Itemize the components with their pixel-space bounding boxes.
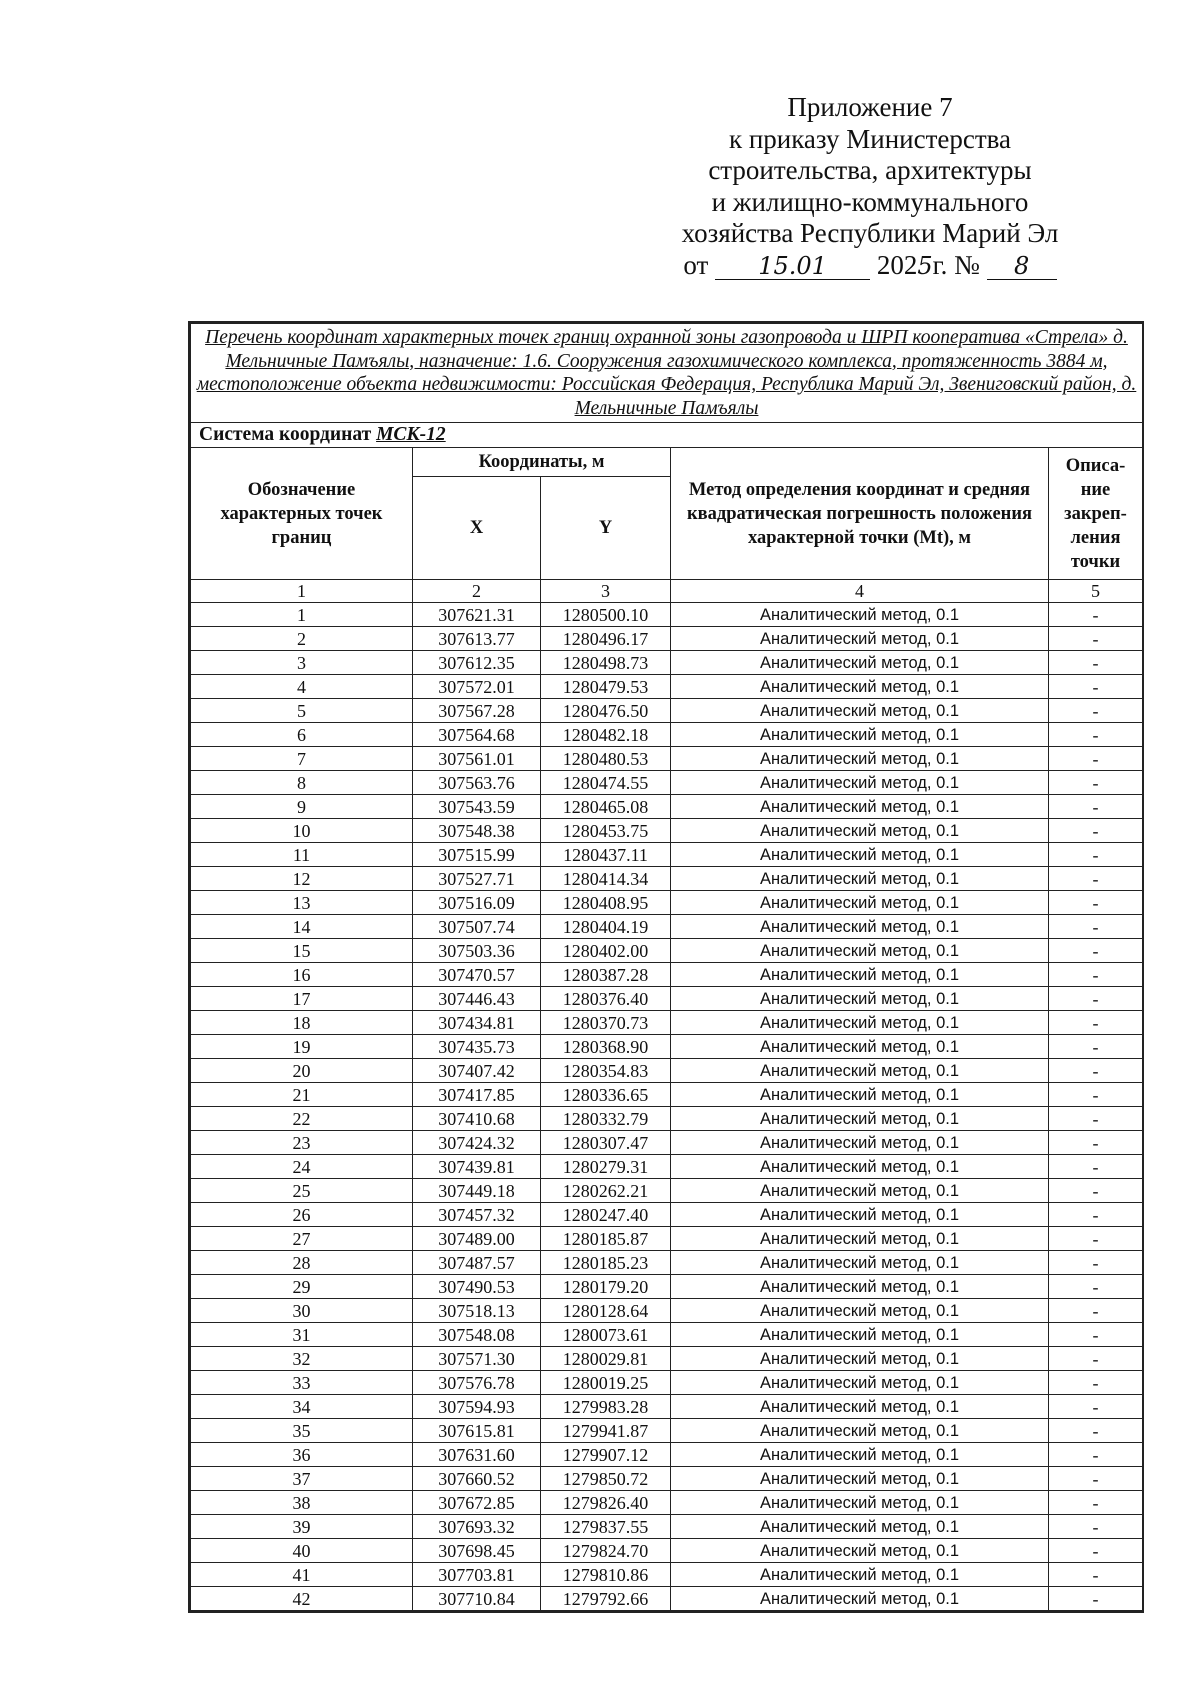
coordinates-table-frame: [188, 321, 1144, 1613]
table-row: [191, 1059, 1143, 1083]
y-coordinate: 1279983.28: [541, 1395, 671, 1419]
point-number: 32: [191, 1347, 413, 1371]
coordinate-system-value: МСК-12: [376, 424, 446, 445]
y-coordinate: 1280500.10: [541, 603, 671, 627]
description: -: [1049, 1059, 1143, 1083]
y-coordinate: 1280376.40: [541, 987, 671, 1011]
table-row: [191, 1515, 1143, 1539]
y-coordinate: 1280474.55: [541, 771, 671, 795]
point-number: 3: [191, 651, 413, 675]
x-coordinate: 307515.99: [413, 843, 541, 867]
table-row: [191, 603, 1143, 627]
description: -: [1049, 1419, 1143, 1443]
table-row: [191, 1251, 1143, 1275]
method: Аналитический метод, 0.1: [671, 1563, 1049, 1587]
point-number: 11: [191, 843, 413, 867]
table-row: [191, 819, 1143, 843]
coordinate-system-label: Система координат: [199, 424, 372, 445]
appendix-line: строительства, архитектуры: [708, 155, 1032, 185]
date-prefix: от: [683, 249, 709, 280]
table-row: [191, 1299, 1143, 1323]
point-number: 37: [191, 1467, 413, 1491]
description: -: [1049, 987, 1143, 1011]
method: Аналитический метод, 0.1: [671, 675, 1049, 699]
year-prefix: 202: [876, 249, 918, 280]
description: -: [1049, 1587, 1143, 1611]
point-number: 8: [191, 771, 413, 795]
table-row: [191, 1275, 1143, 1299]
y-coordinate: 1280404.19: [541, 915, 671, 939]
handwritten-date: 15.01: [715, 253, 870, 280]
table-row: [191, 699, 1143, 723]
point-number: 41: [191, 1563, 413, 1587]
description: -: [1049, 1251, 1143, 1275]
y-coordinate: 1280185.87: [541, 1227, 671, 1251]
method: Аналитический метод, 0.1: [671, 891, 1049, 915]
table-row: [191, 1203, 1143, 1227]
y-coordinate: 1279907.12: [541, 1443, 671, 1467]
method: Аналитический метод, 0.1: [671, 1443, 1049, 1467]
y-coordinate: 1280247.40: [541, 1203, 671, 1227]
point-number: 40: [191, 1539, 413, 1563]
y-coordinate: 1280408.95: [541, 891, 671, 915]
x-coordinate: 307434.81: [413, 1011, 541, 1035]
x-coordinate: 307561.01: [413, 747, 541, 771]
description: -: [1049, 627, 1143, 651]
method: Аналитический метод, 0.1: [671, 867, 1049, 891]
y-coordinate: 1279810.86: [541, 1563, 671, 1587]
method: Аналитический метод, 0.1: [671, 1539, 1049, 1563]
y-coordinate: 1279826.40: [541, 1491, 671, 1515]
description: -: [1049, 1275, 1143, 1299]
description: -: [1049, 1083, 1143, 1107]
table-row: [191, 771, 1143, 795]
table-row: [191, 1443, 1143, 1467]
y-coordinate: 1279941.87: [541, 1419, 671, 1443]
method: Аналитический метод, 0.1: [671, 723, 1049, 747]
description: -: [1049, 699, 1143, 723]
x-coordinate: 307571.30: [413, 1347, 541, 1371]
table-row: [191, 939, 1143, 963]
column-number: 2: [413, 580, 541, 603]
x-coordinate: 307490.53: [413, 1275, 541, 1299]
y-coordinate: 1280414.34: [541, 867, 671, 891]
x-coordinate: 307572.01: [413, 675, 541, 699]
y-coordinate: 1280128.64: [541, 1299, 671, 1323]
description: -: [1049, 891, 1143, 915]
table-row: [191, 1227, 1143, 1251]
table-body: [191, 603, 1143, 1611]
x-coordinate: 307407.42: [413, 1059, 541, 1083]
point-number: 25: [191, 1179, 413, 1203]
x-coordinate: 307449.18: [413, 1179, 541, 1203]
method: Аналитический метод, 0.1: [671, 1179, 1049, 1203]
point-number: 35: [191, 1419, 413, 1443]
point-number: 26: [191, 1203, 413, 1227]
method: Аналитический метод, 0.1: [671, 1011, 1049, 1035]
table-row: [191, 1035, 1143, 1059]
x-coordinate: 307417.85: [413, 1083, 541, 1107]
table-row: [191, 1539, 1143, 1563]
description: -: [1049, 771, 1143, 795]
y-coordinate: 1279837.55: [541, 1515, 671, 1539]
description: -: [1049, 843, 1143, 867]
table-row: [191, 1587, 1143, 1611]
x-coordinate: 307698.45: [413, 1539, 541, 1563]
method: Аналитический метод, 0.1: [671, 915, 1049, 939]
description: -: [1049, 939, 1143, 963]
description: -: [1049, 1227, 1143, 1251]
table-row: [191, 1395, 1143, 1419]
x-coordinate: 307710.84: [413, 1587, 541, 1611]
method: Аналитический метод, 0.1: [671, 1155, 1049, 1179]
point-number: 21: [191, 1083, 413, 1107]
y-coordinate: 1280185.23: [541, 1251, 671, 1275]
point-number: 23: [191, 1131, 413, 1155]
method: Аналитический метод, 0.1: [671, 1251, 1049, 1275]
x-coordinate: 307424.32: [413, 1131, 541, 1155]
handwritten-order-number: 8: [987, 253, 1057, 280]
table-row: [191, 1011, 1143, 1035]
x-coordinate: 307693.32: [413, 1515, 541, 1539]
x-coordinate: 307612.35: [413, 651, 541, 675]
method: Аналитический метод, 0.1: [671, 963, 1049, 987]
x-coordinate: 307527.71: [413, 867, 541, 891]
table-row: [191, 1323, 1143, 1347]
x-coordinate: 307703.81: [413, 1563, 541, 1587]
y-coordinate: 1280496.17: [541, 627, 671, 651]
point-number: 27: [191, 1227, 413, 1251]
y-coordinate: 1280262.21: [541, 1179, 671, 1203]
description: -: [1049, 1179, 1143, 1203]
header-method: Метод определения координат и средняя квадратическая погрешность положения характерной точки (Mt), м: [671, 448, 1049, 580]
description: -: [1049, 1299, 1143, 1323]
table-row: [191, 675, 1143, 699]
number-prefix: г. №: [932, 249, 980, 280]
x-coordinate: 307567.28: [413, 699, 541, 723]
description: -: [1049, 1155, 1143, 1179]
table-row: [191, 1371, 1143, 1395]
method: Аналитический метод, 0.1: [671, 1587, 1049, 1611]
table-row: [191, 1107, 1143, 1131]
method: Аналитический метод, 0.1: [671, 1059, 1049, 1083]
x-coordinate: 307613.77: [413, 627, 541, 651]
order-date-line: [600, 250, 1140, 283]
point-number: 14: [191, 915, 413, 939]
appendix-header: [600, 92, 1140, 282]
x-coordinate: 307410.68: [413, 1107, 541, 1131]
description: -: [1049, 867, 1143, 891]
method: Аналитический метод, 0.1: [671, 1347, 1049, 1371]
table-row: [191, 747, 1143, 771]
table-row: [191, 1467, 1143, 1491]
method: Аналитический метод, 0.1: [671, 1371, 1049, 1395]
y-coordinate: 1280479.53: [541, 675, 671, 699]
point-number: 29: [191, 1275, 413, 1299]
description: -: [1049, 1563, 1143, 1587]
table-row: [191, 723, 1143, 747]
x-coordinate: 307631.60: [413, 1443, 541, 1467]
y-coordinate: 1280482.18: [541, 723, 671, 747]
x-coordinate: 307543.59: [413, 795, 541, 819]
point-number: 2: [191, 627, 413, 651]
description: -: [1049, 1395, 1143, 1419]
x-coordinate: 307507.74: [413, 915, 541, 939]
description: -: [1049, 1539, 1143, 1563]
column-number: 3: [541, 580, 671, 603]
y-coordinate: 1280332.79: [541, 1107, 671, 1131]
y-coordinate: 1280368.90: [541, 1035, 671, 1059]
table-row: [191, 627, 1143, 651]
y-coordinate: 1280480.53: [541, 747, 671, 771]
table-row: [191, 1083, 1143, 1107]
point-number: 33: [191, 1371, 413, 1395]
y-coordinate: 1280437.11: [541, 843, 671, 867]
method: Аналитический метод, 0.1: [671, 843, 1049, 867]
point-number: 12: [191, 867, 413, 891]
x-coordinate: 307439.81: [413, 1155, 541, 1179]
point-number: 42: [191, 1587, 413, 1611]
x-coordinate: 307564.68: [413, 723, 541, 747]
point-number: 15: [191, 939, 413, 963]
method: Аналитический метод, 0.1: [671, 1491, 1049, 1515]
description: -: [1049, 1443, 1143, 1467]
point-number: 1: [191, 603, 413, 627]
appendix-line: к приказу Министерства: [728, 123, 1012, 154]
coordinate-system: [191, 423, 1143, 448]
point-number: 20: [191, 1059, 413, 1083]
y-coordinate: 1280498.73: [541, 651, 671, 675]
description: -: [1049, 963, 1143, 987]
table-title: Перечень координат характерных точек границ охранной зоны газопровода и ШРП кооператива «Стрела» д. Мельничные Памъялы, назначение: 1.6. Сооружения газохимического комплекса, протяженность 3884 м, местоположение объекта недвижимости: Российская Федерация, Республика Марий Эл, Звениговский район, д. Мельничные Памъялы: [191, 324, 1143, 423]
column-number: 1: [191, 580, 413, 603]
x-coordinate: 307672.85: [413, 1491, 541, 1515]
x-coordinate: 307548.38: [413, 819, 541, 843]
y-coordinate: 1279850.72: [541, 1467, 671, 1491]
x-coordinate: 307621.31: [413, 603, 541, 627]
y-coordinate: 1280465.08: [541, 795, 671, 819]
y-coordinate: 1280307.47: [541, 1131, 671, 1155]
table-row: [191, 843, 1143, 867]
x-coordinate: 307470.57: [413, 963, 541, 987]
point-number: 5: [191, 699, 413, 723]
point-number: 10: [191, 819, 413, 843]
point-number: 9: [191, 795, 413, 819]
y-coordinate: 1280402.00: [541, 939, 671, 963]
y-coordinate: 1280179.20: [541, 1275, 671, 1299]
table-row: [191, 1131, 1143, 1155]
description: -: [1049, 1131, 1143, 1155]
method: Аналитический метод, 0.1: [671, 747, 1049, 771]
method: Аналитический метод, 0.1: [671, 771, 1049, 795]
method: Аналитический метод, 0.1: [671, 795, 1049, 819]
y-coordinate: 1280073.61: [541, 1323, 671, 1347]
description: -: [1049, 1467, 1143, 1491]
table-row: [191, 963, 1143, 987]
table-row: [191, 1155, 1143, 1179]
description: -: [1049, 651, 1143, 675]
table-row: [191, 1491, 1143, 1515]
point-number: 39: [191, 1515, 413, 1539]
table-row: [191, 1179, 1143, 1203]
y-coordinate: 1279792.66: [541, 1587, 671, 1611]
y-coordinate: 1280336.65: [541, 1083, 671, 1107]
table-row: [191, 867, 1143, 891]
point-number: 17: [191, 987, 413, 1011]
x-coordinate: 307518.13: [413, 1299, 541, 1323]
y-coordinate: 1280029.81: [541, 1347, 671, 1371]
description: -: [1049, 603, 1143, 627]
method: Аналитический метод, 0.1: [671, 1131, 1049, 1155]
method: Аналитический метод, 0.1: [671, 651, 1049, 675]
column-number: 4: [671, 580, 1049, 603]
method: Аналитический метод, 0.1: [671, 1227, 1049, 1251]
point-number: 16: [191, 963, 413, 987]
x-coordinate: 307446.43: [413, 987, 541, 1011]
appendix-line: хозяйства Республики Марий Эл: [681, 218, 1059, 248]
point-number: 24: [191, 1155, 413, 1179]
method: Аналитический метод, 0.1: [671, 819, 1049, 843]
description: -: [1049, 1203, 1143, 1227]
point-number: 13: [191, 891, 413, 915]
point-number: 18: [191, 1011, 413, 1035]
method: Аналитический метод, 0.1: [671, 939, 1049, 963]
description: -: [1049, 915, 1143, 939]
method: Аналитический метод, 0.1: [671, 1395, 1049, 1419]
description: -: [1049, 1011, 1143, 1035]
header-coordinates: Координаты, м: [413, 448, 671, 477]
x-coordinate: 307487.57: [413, 1251, 541, 1275]
description: -: [1049, 1371, 1143, 1395]
method: Аналитический метод, 0.1: [671, 1467, 1049, 1491]
x-coordinate: 307435.73: [413, 1035, 541, 1059]
table-row: [191, 891, 1143, 915]
description: -: [1049, 747, 1143, 771]
point-number: 36: [191, 1443, 413, 1467]
method: Аналитический метод, 0.1: [671, 1515, 1049, 1539]
method: Аналитический метод, 0.1: [671, 1299, 1049, 1323]
table-row: [191, 1347, 1143, 1371]
y-coordinate: 1279824.70: [541, 1539, 671, 1563]
x-coordinate: 307516.09: [413, 891, 541, 915]
y-coordinate: 1280387.28: [541, 963, 671, 987]
y-coordinate: 1280453.75: [541, 819, 671, 843]
y-coordinate: 1280019.25: [541, 1371, 671, 1395]
header-point: Обозначение характерных точек границ: [191, 448, 413, 580]
table-row: [191, 1563, 1143, 1587]
y-coordinate: 1280476.50: [541, 699, 671, 723]
point-number: 22: [191, 1107, 413, 1131]
method: Аналитический метод, 0.1: [671, 1107, 1049, 1131]
point-number: 30: [191, 1299, 413, 1323]
point-number: 7: [191, 747, 413, 771]
column-number: 5: [1049, 580, 1143, 603]
point-number: 38: [191, 1491, 413, 1515]
x-coordinate: 307457.32: [413, 1203, 541, 1227]
header-y: Y: [541, 477, 671, 580]
description: -: [1049, 675, 1143, 699]
description: -: [1049, 1515, 1143, 1539]
point-number: 4: [191, 675, 413, 699]
handwritten-year: 5: [917, 251, 933, 280]
x-coordinate: 307563.76: [413, 771, 541, 795]
table-row: [191, 915, 1143, 939]
description: -: [1049, 1491, 1143, 1515]
x-coordinate: 307660.52: [413, 1467, 541, 1491]
point-number: 31: [191, 1323, 413, 1347]
table-row: [191, 651, 1143, 675]
appendix-line: и жилищно-коммунального: [711, 186, 1029, 217]
method: Аналитический метод, 0.1: [671, 1419, 1049, 1443]
description: -: [1049, 795, 1143, 819]
coordinates-table: [190, 323, 1143, 1611]
table-row: [191, 795, 1143, 819]
x-coordinate: 307615.81: [413, 1419, 541, 1443]
description: -: [1049, 1347, 1143, 1371]
x-coordinate: 307548.08: [413, 1323, 541, 1347]
x-coordinate: 307489.00: [413, 1227, 541, 1251]
x-coordinate: 307594.93: [413, 1395, 541, 1419]
y-coordinate: 1280354.83: [541, 1059, 671, 1083]
point-number: 28: [191, 1251, 413, 1275]
description: -: [1049, 819, 1143, 843]
description: -: [1049, 1035, 1143, 1059]
x-coordinate: 307503.36: [413, 939, 541, 963]
method: Аналитический метод, 0.1: [671, 1323, 1049, 1347]
y-coordinate: 1280279.31: [541, 1155, 671, 1179]
x-coordinate: 307576.78: [413, 1371, 541, 1395]
method: Аналитический метод, 0.1: [671, 699, 1049, 723]
point-number: 19: [191, 1035, 413, 1059]
method: Аналитический метод, 0.1: [671, 1083, 1049, 1107]
y-coordinate: 1280370.73: [541, 1011, 671, 1035]
method: Аналитический метод, 0.1: [671, 627, 1049, 651]
method: Аналитический метод, 0.1: [671, 1275, 1049, 1299]
point-number: 6: [191, 723, 413, 747]
header-x: X: [413, 477, 541, 580]
table-row: [191, 1419, 1143, 1443]
description: -: [1049, 1323, 1143, 1347]
method: Аналитический метод, 0.1: [671, 603, 1049, 627]
method: Аналитический метод, 0.1: [671, 987, 1049, 1011]
point-number: 34: [191, 1395, 413, 1419]
method: Аналитический метод, 0.1: [671, 1203, 1049, 1227]
description: -: [1049, 1107, 1143, 1131]
table-row: [191, 987, 1143, 1011]
description: -: [1049, 723, 1143, 747]
method: Аналитический метод, 0.1: [671, 1035, 1049, 1059]
header-description: Описа-ние закреп-ления точки: [1049, 448, 1143, 580]
appendix-line: Приложение 7: [787, 92, 953, 122]
